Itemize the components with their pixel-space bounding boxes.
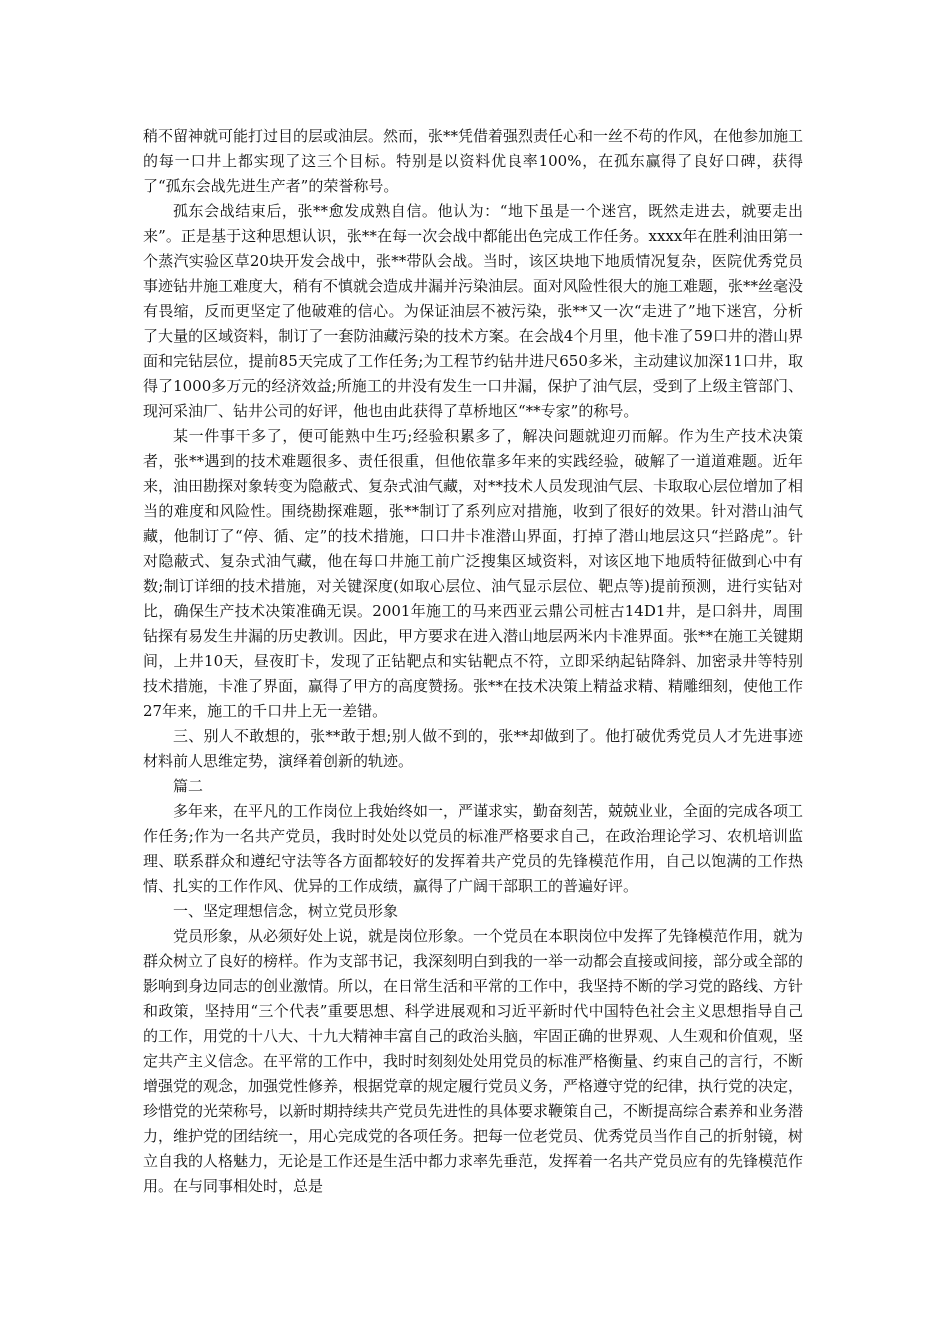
section-heading-pian-er: 篇二 xyxy=(173,777,204,795)
paragraph-2: 孤东会战结束后，张**愈发成熟自信。他认为：“地下虽是一个迷宫，既然走进去，就要走出来”。正是基于这种思想认识，张**在每一次会战中都能出色完成工作任务。xxxx年在胜利油田第一个蒸汽实验区草20块开发会战中，张**带队会战。当时，该区块地下地质情况复杂，医院优秀党员事迹钻井施工难度大，稍有不慎就会造成井漏并污染油层。面对风险性很大的施工难题，张**丝毫没有畏缩，反而更坚定了他破难的信心。为保证油层不被污染，张**又一次“走进了”地下迷宫，分析了大量的区域资料，制订了一套防油藏污染的技术方案。在会战4个月里，他卡准了59口井的潜山界面和完钻层位，提前85天完成了工作任务;为工程节约钻井进尺650多米，主动建议加深11口井，取得了1000多万元的经济效益;所施工的井没有发生一口井漏，保护了油气层，受到了上级主管部门、现河采油厂、钻井公司的好评，他也由此获得了草桥地区“**专家”的称号。 xyxy=(143,202,804,420)
section-heading-1: 一、坚定理想信念，树立党员形象 xyxy=(173,902,399,920)
paragraph-8: 党员形象，从必须好处上说，就是岗位形象。一个党员在本职岗位中发挥了先锋模范作用，就为群众树立了良好的榜样。作为支部书记，我深刻明白到我的一举一动都会直接或间接，部分或全部的影响到身边同志的创业激情。所以，在日常生活和平常的工作中，我坚持不断的学习党的路线、方针和政策，坚持用“三个代表”重要思想、科学进展观和习近平新时代中国特色社会主义思想指导自己的工作，用党的十八大、十九大精神丰富自己的政治头脑，牢固正确的世界观、人生观和价值观，坚定共产主义信念。在平常的工作中，我时时刻刻处处用党员的标准严格衡量、约束自己的言行，不断增强党的观念，加强党性修养，根据党章的规定履行党员义务，严格遵守党的纪律，执行党的决定，珍惜党的光荣称号，以新时期持续共产党员先进性的具体要求鞭策自己，不断提高综合素养和业务潜力，维护党的团结统一，用心完成党的各项任务。把每一位老党员、优秀党员当作自己的折射镜，树立自我的人格魅力，无论是工作还是生活中都力求率先垂范，发挥着一名共产党员应有的先锋模范作用。在与同事相处时，总是 xyxy=(143,927,804,1195)
paragraph-4: 三、别人不敢想的，张**敢于想;别人做不到的，张**却做到了。他打破优秀党员人才先进事迹材料前人思维定势，演绎着创新的轨迹。 xyxy=(143,727,803,770)
document-page xyxy=(143,124,803,1199)
paragraph-3: 某一件事干多了，便可能熟中生巧;经验积累多了，解决问题就迎刃而解。作为生产技术决策者，张**遇到的技术难题很多、责任很重，但他依靠多年来的实践经验，破解了一道道难题。近年来，油田勘探对象转变为隐蔽式、复杂式油气藏，对**技术人员发现油气层、卡取取心层位增加了相当的难度和风险性。围绕勘探难题，张**制订了系列应对措施，收到了很好的效果。针对潜山油气藏，他制订了“停、循、定”的技术措施，口口井卡准潜山界面，打掉了潜山地层这只“拦路虎”。针对隐蔽式、复杂式油气藏，他在每口井施工前广泛搜集区域资料，对该区地下地质特征做到心中有数;制订详细的技术措施，对关键深度(如取心层位、油气显示层位、靶点等)提前预测，进行实钻对比，确保生产技术决策准确无误。2001年施工的马来西亚云鼎公司桩古14D1井，是口斜井，周围钻探有易发生井漏的历史教训。因此，甲方要求在进入潜山地层两米内卡准界面。张**在施工关键期间，上井10天，昼夜盯卡，发现了正钻靶点和实钻靶点不符，立即采纳起钻降斜、加密录井等特别技术措施，卡准了界面，赢得了甲方的高度赞扬。张**在技术决策上精益求精、精雕细刻，使他工作27年来，施工的千口井上无一差错。 xyxy=(143,427,804,720)
paragraph-1: 稍不留神就可能打过目的层或油层。然而，张**凭借着强烈责任心和一丝不苟的作风，在他参加施工的每一口井上都实现了这三个目标。特别是以资料优良率100%，在孤东赢得了良好口碑，获得了“孤东会战先进生产者”的荣誉称号。 xyxy=(143,127,804,195)
paragraph-6: 多年来，在平凡的工作岗位上我始终如一，严谨求实，勤奋刻苦，兢兢业业，全面的完成各项工作任务;作为一名共产党员，我时时处处以党员的标准严格要求自己，在政治理论学习、农机培训监理、联系群众和遵纪守法等各方面都较好的发挥着共产党员的先锋模范作用，自己以饱满的工作热情、扎实的工作作风、优异的工作成绩，赢得了广阔干部职工的普遍好评。 xyxy=(143,802,804,895)
